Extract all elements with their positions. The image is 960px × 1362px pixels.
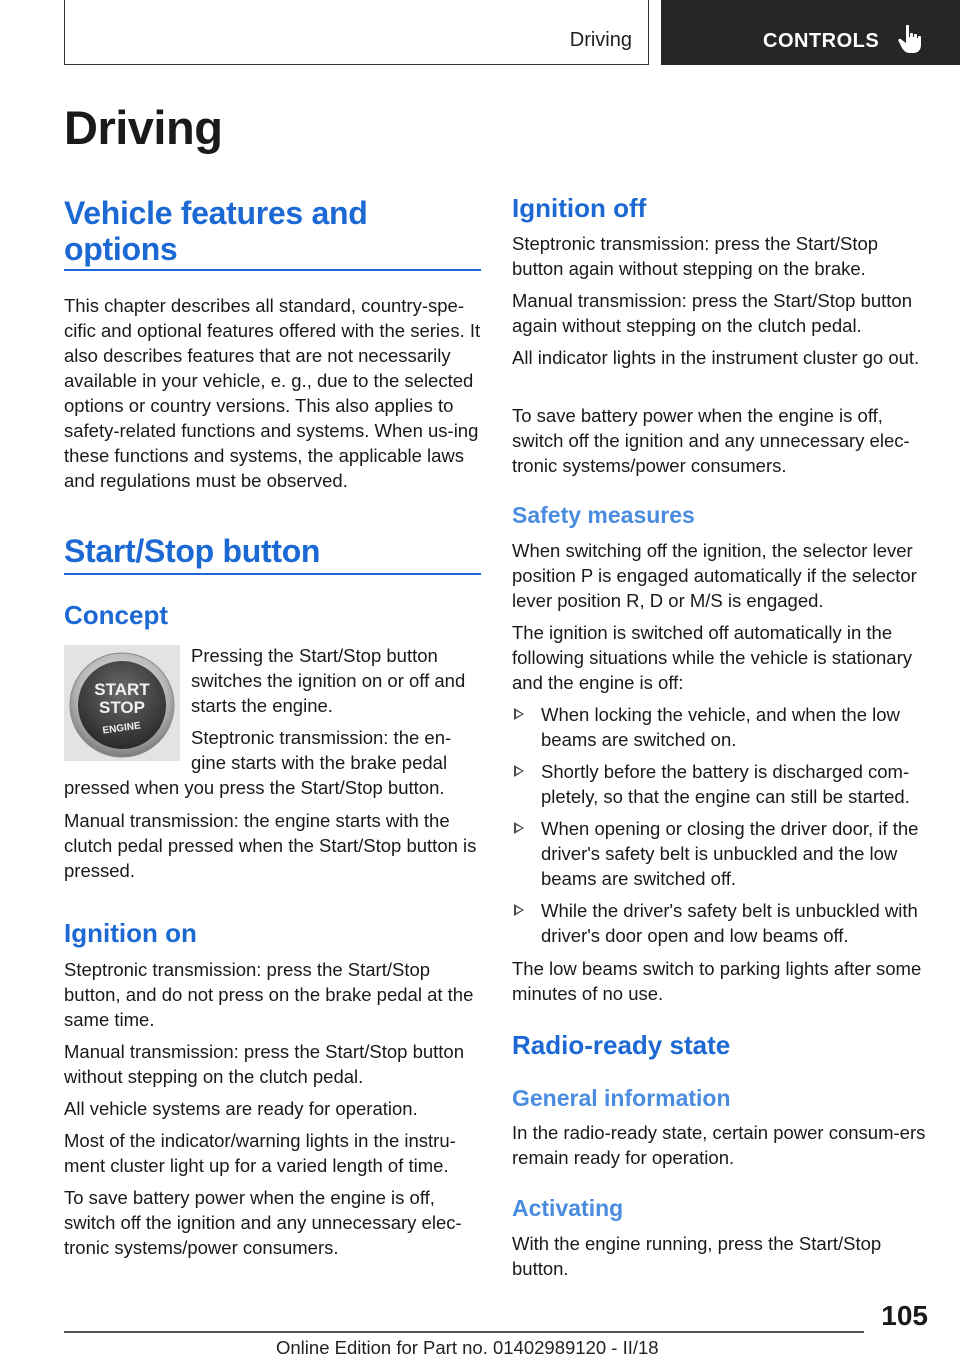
list-item	[512, 816, 930, 891]
safety-paragraph-2: The ignition is switched off automatically in the following situations while the vehicle is stationary and the engine is off:	[512, 622, 913, 693]
list-item	[512, 898, 930, 948]
triangle-bullet-icon	[514, 904, 524, 916]
vehicle-features-text: This chapter describes all standard, country-spe-cific and optional features offered with the series. It also describes features that are not necessarily available in your vehicle, e. g., due to the selected options or country versions. This also applies to safety-related functions and systems. When us-ing these functions and systems, the applicable laws and regulations must be observed.	[64, 295, 481, 491]
ignition-on-paragraph-2: Manual transmission: press the Start/Stop button without stepping on the clutch pedal.	[64, 1041, 465, 1087]
triangle-bullet-icon	[514, 822, 524, 834]
list-item-text: When opening or closing the driver door, if the driver's safety belt is unbuckled and the low beams are switched off.	[541, 818, 919, 889]
heading-concept: Concept	[64, 600, 168, 630]
footer-rule	[64, 1331, 864, 1333]
header-section-box	[64, 0, 649, 65]
activating-paragraph-1: With the engine running, press the Start/Stop button.	[512, 1233, 882, 1279]
button-text-start: START	[94, 680, 150, 699]
header-chapter-label: CONTROLS	[763, 30, 880, 52]
list-item-text: When locking the vehicle, and when the low beams are switched on.	[541, 704, 900, 750]
list-item-text: Shortly before the battery is discharged com-pletely, so that the engine can still be started.	[541, 761, 910, 807]
heading-radio-ready-state: Radio-ready state	[512, 1030, 731, 1060]
heading-general-information: General information	[512, 1085, 731, 1111]
ignition-off-paragraph-2: Manual transmission: press the Start/Stop button again without stepping on the clutch pedal.	[512, 290, 913, 336]
button-text-engine: ENGINE	[101, 720, 142, 737]
concept-paragraph-2a: Steptronic transmission: the en-gine starts with the brake pedal	[191, 727, 452, 773]
triangle-bullet-icon	[514, 708, 524, 720]
ignition-on-paragraph-1: Steptronic transmission: press the Start/Stop button, and do not press on the brake pedal at the same time.	[64, 959, 474, 1030]
triangle-bullet-icon	[514, 765, 524, 777]
ignition-off-paragraph-1: Steptronic transmission: press the Start/Stop button again without stepping on the brake.	[512, 233, 879, 279]
footer-edition-text: Online Edition for Part no. 01402989120 - II/18	[276, 1337, 659, 1358]
heading-safety-measures: Safety measures	[512, 502, 695, 528]
ignition-off-paragraph-3: All indicator lights in the instrument cluster go out.	[512, 347, 920, 368]
heading-start-stop-button: Start/Stop button	[64, 533, 321, 569]
general-paragraph-1: In the radio-ready state, certain power consum-ers remain ready for operation.	[512, 1122, 926, 1168]
ignition-off-paragraph-4: To save battery power when the engine is off, switch off the ignition and any unnecessary elec-tronic systems/power consumers.	[512, 405, 910, 476]
list-item	[512, 759, 930, 809]
heading-rule	[64, 269, 481, 271]
safety-paragraph-3: The low beams switch to parking lights after some minutes of no use.	[512, 958, 922, 1004]
header-chapter-tab	[661, 0, 960, 65]
heading-vehicle-features: Vehicle features and options	[64, 195, 368, 267]
ignition-on-paragraph-5: To save battery power when the engine is off, switch off the ignition and any unnecessary elec-tronic systems/power consumers.	[64, 1187, 462, 1258]
pointing-hand-icon	[897, 24, 923, 54]
heading-ignition-on: Ignition on	[64, 918, 197, 948]
page-number: 105	[881, 1300, 928, 1331]
start-stop-button-image	[64, 645, 180, 761]
start-stop-engine-icon	[64, 645, 180, 761]
heading-rule	[64, 573, 481, 575]
header-section-label: Driving	[569, 29, 632, 51]
list-item	[512, 702, 930, 752]
concept-paragraph-2b: pressed when you press the Start/Stop button.	[64, 777, 445, 798]
safety-paragraph-1: When switching off the ignition, the selector lever position P is engaged automatically if the selector lever position R, D or M/S is engaged.	[512, 540, 917, 611]
ignition-on-paragraph-3: All vehicle systems are ready for operation.	[64, 1098, 418, 1119]
button-text-stop: STOP	[99, 698, 145, 717]
page-title: Driving	[64, 101, 223, 154]
concept-paragraph-3: Manual transmission: the engine starts with the clutch pedal pressed when the Start/Stop button is pressed.	[64, 810, 477, 881]
list-item-text: While the driver's safety belt is unbuckled with driver's door open and low beams off.	[541, 900, 918, 946]
ignition-on-paragraph-4: Most of the indicator/warning lights in the instru-ment cluster light up for a varied length of time.	[64, 1130, 456, 1176]
heading-ignition-off: Ignition off	[512, 193, 647, 223]
concept-paragraph-1: Pressing the Start/Stop button switches the ignition on or off and starts the engine.	[191, 645, 466, 716]
heading-activating: Activating	[512, 1195, 624, 1221]
